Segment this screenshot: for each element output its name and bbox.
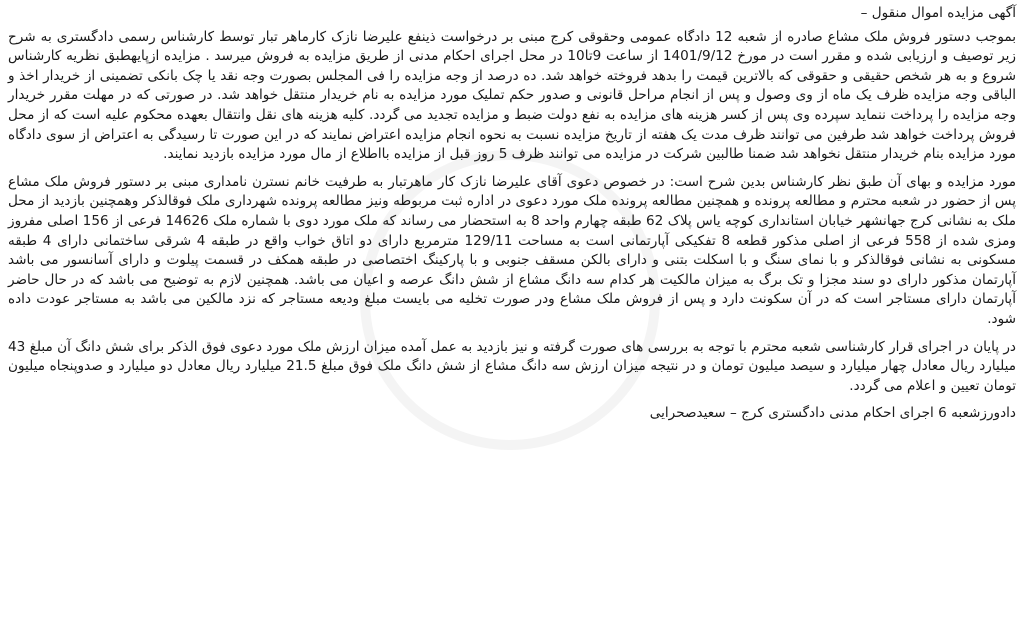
- notice-paragraph-property-description: مورد مزایده و بهای آن طبق نظر کارشناس بدین شرح است: در خصوص دعوی آقای علیرضا نازک کار ماهرتبار به طرفیت خانم نسترن نامداری مبنی بر دستور فروش ملک مشاع پس از حضور در شعبه محترم و مطالعه پرونده و همچنین مطالعه پرونده ملک مورد دعوی در اداره ثبت مربوطه ونیز مطالعه پرونده شهرداری ملک فوقالذکر وهمچنین بازدید از محل ملک به نشانی کرج جهانشهر خیابان استانداری کوچه یاس پلاک 62 طبقه چهارم واحد 8 به استحضار می رساند که ملک مورد دوی با شماره ملک 14626 فرعی از 156 اصلی مفروز ومزی شده از 558 فرعی از اصلی مذکور قطعه 8 تفکیکی آپارتمانی است به مساحت 129/11 مترمربع دارای دو اتاق خواب واقع در طبقه 4 شرقی ساختمانی دارای 4 طبقه مسکونی به نشانی فوقالذکر و با نمای سنگ و با اسکلت بتنی و دارای بالکن مسقف جنوبی و با پارکینگ اختصاصی در طبقه همکف در قسمت پیلوت و دارای آسانسور می باشد آپارتمان مذکور دارای دو سند مجزا و تک برگ به میزان مالکیت هر کدام سه دانگ مشاع از شش دانگ عرصه و اعیان می باشد. همچنین لازم به توضیح می باشد که در حال حاضر آپارتمان دارای مستاجر است که در آن سکونت دارد و پس از فروش ملک مشاع ودر صورت تخلیه می بایست مبلغ ودیعه مستاجر که نزد مالکین می باشد به مستاجر عودت داده شود.: [8, 173, 1017, 327]
- auction-notice: [8, 4, 1016, 424]
- notice-paragraph-auction-terms: بموجب دستور فروش ملک مشاع صادره از شعبه 12 دادگاه عمومی وحقوقی کرج مبنی بر درخواست ذینفع علیرضا نازک کارماهر تبار توسط کارشناس رسمی دادگستری به شرح زیر توصیف و ارزیابی شده و مقرر است در مورخ 1401/9/12 از ساعت 9تا10 در محل اجرای احکام مدنی از طریق مزایده به فروش میرسد . مزایده ازپایهطبق نظریه کارشناس شروع و به هر شخص حقیقی و حقوقی که بالاترین قیمت را بدهد فروخته خواهد شد. ده درصد از وجه مزایده را فی المجلس بصورت وجه نقد یا چک بانکی تضمینی از خریدار اخذ و الباقی وجه مزایده ظرف یک ماه از وی وصول و پس از انجام مراحل قانونی و صدور حکم تملیک مورد مزایده به نام خریدار منتقل خواهد شد. در صورتی که در مهلت مقرر خریدار وجه مزایده را پرداخت ننماید سپرده وی پس از کسر هزینه های مزایده به نفع دولت ضبط و مزایده تجدید می گردد. کلیه هزینه های نقل وانتقال بعهده محکوم علیه است که از محل فروش پرداخت خواهد شد طرفین می توانند ظرف مدت یک هفته از تاریخ مزایده نسبت به نحوه انجام مزایده اعتراض نمایند که در این صورت تا رسیدگی به اعتراض از سوی دادگاه مورد مزایده بنام خریدار منتقل نخواهد شد ضمنا طالبین شرکت در مزایده می توانند ظرف 5 روز قبل از مزایده بااطلاع از مال مورد مزایده بازدید نمایند.: [8, 28, 1016, 163]
- notice-paragraph-valuation: در پایان در اجرای قرار کارشناسی شعبه محترم با توجه به بررسی های صورت گرفته و نیز بازدید به عمل آمده میزان ارزش ملک مورد دعوی فوق الذکر برای شش دانگ آن مبلغ 43 میلیارد ریال معادل چهار میلیارد و سیصد میلیون تومان و در نتیجه میزان ارزش سه دانگ مشاع از شش دانگ ملک فوق مبلغ 21.5 میلیارد ریال معادل دو میلیارد و صدوپنجاه میلیون تومان تعیین و اعلام می گردد.: [8, 338, 1016, 394]
- notice-signature: دادورزشعبه 6 اجرای احکام مدنی دادگستری کرج – سعیدصحرایی: [649, 405, 1016, 422]
- notice-title: آگهی مزایده اموال منقول –: [860, 5, 1016, 21]
